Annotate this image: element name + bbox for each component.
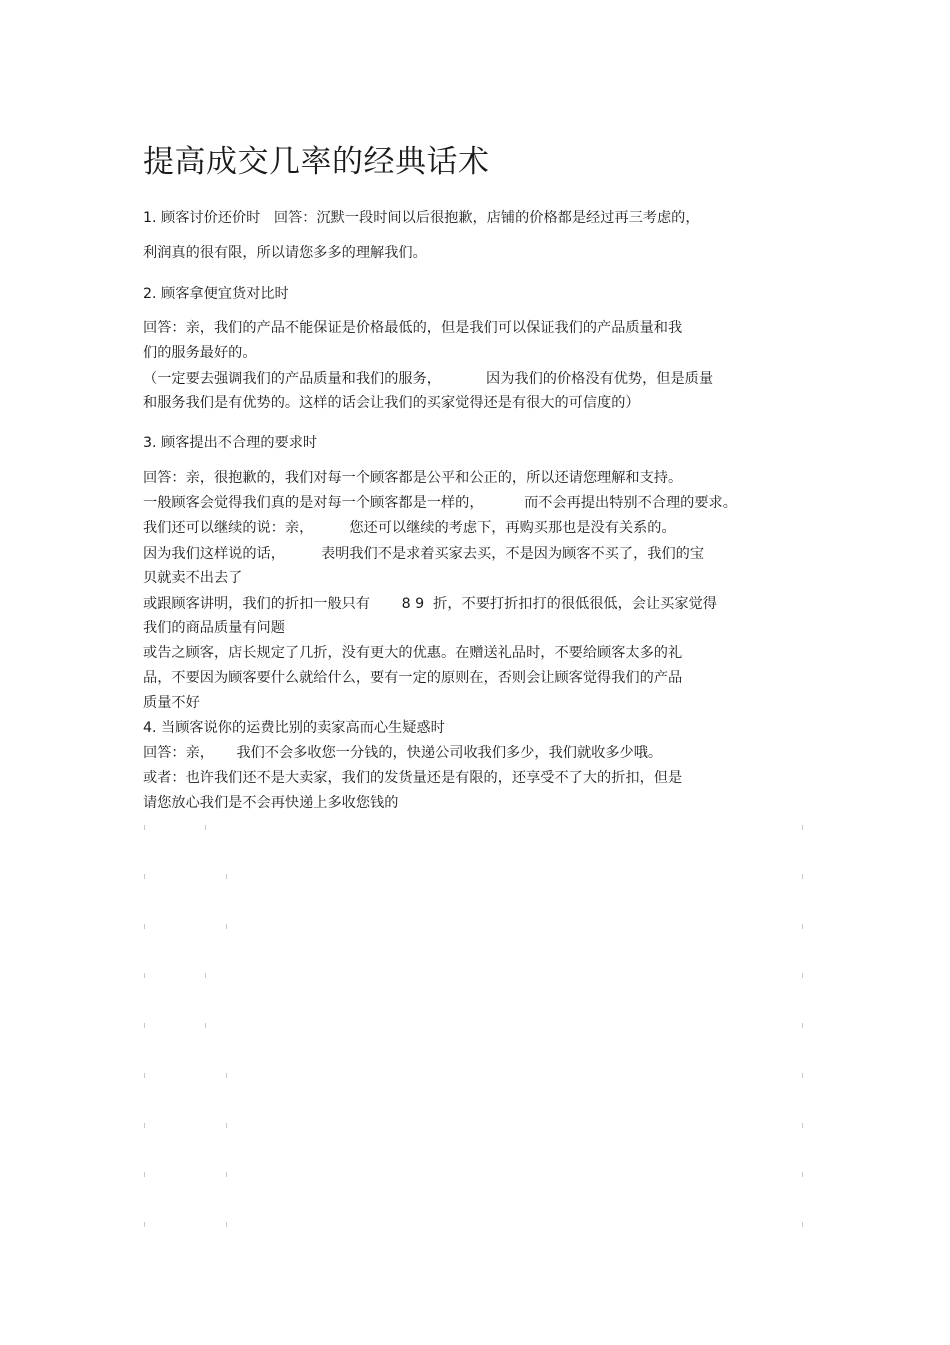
text-line: 回答：亲，我们的产品不能保证是价格最低的，但是我们可以保证我们的产品质量和我 [143,320,683,336]
text-line: 或告之顾客，店长规定了几折，没有更大的优惠。在赠送礼品时，不要给顾客太多的礼 [143,645,683,661]
scan-mark [226,1123,227,1128]
text-line: 请您放心我们是不会再快递上多收您钱的 [143,795,399,811]
text-line: 和服务我们是有优势的。这样的话会让我们的买家觉得还是有很大的可信度的） [143,395,640,411]
scan-mark [802,1073,803,1078]
text-line: 我们的商品质量有问题 [143,620,285,636]
text-line: 品，不要因为顾客要什么就给什么，要有一定的原则在，否则会让顾客觉得我们的产品 [143,670,683,686]
scan-mark [802,924,803,929]
text-line: 回答：亲，很抱歉的，我们对每一个顾客都是公平和公正的，所以还请您理解和支持。 [143,470,683,486]
scan-mark [144,874,145,879]
scan-mark [802,1172,803,1177]
scan-mark [205,1023,206,1028]
text-line: （一定要去强调我们的产品质量和我们的服务， 因为我们的价格没有优势，但是质量 [143,371,714,387]
scan-mark [226,1073,227,1078]
scan-mark [226,874,227,879]
scan-mark [144,924,145,929]
scan-mark [802,1123,803,1128]
text-line: 因为我们这样说的话， 表明我们不是求着买家去买，不是因为顾客不买了，我们的宝 [143,546,705,562]
text-line: 或者：也许我们还不是大卖家，我们的发货量还是有限的，还享受不了大的折扣，但是 [143,770,683,786]
scan-mark [802,973,803,978]
scan-mark [144,1023,145,1028]
scan-mark [226,1222,227,1227]
text-line: 一般顾客会觉得我们真的是对每一个顾客都是一样的， 而不会再提出特别不合理的要求。 [143,495,737,511]
scan-mark [802,1222,803,1227]
text-line: 1. 顾客讨价还价时 回答：沉默一段时间以后很抱歉，店铺的价格都是经过再三考虑的， [143,210,700,226]
section-heading: 3. 顾客提出不合理的要求时 [143,435,318,451]
text-line: 贝就卖不出去了 [143,570,243,586]
scan-mark [144,825,145,830]
text-line: 利润真的很有限，所以请您多多的理解我们。 [143,245,427,261]
document-title: 提高成交几率的经典话术 [143,144,490,180]
text-line: 回答：亲， 我们不会多收您一分钱的，快递公司收我们多少，我们就收多少哦。 [143,745,663,761]
scan-mark [802,825,803,830]
text-line: 质量不好 [143,695,200,711]
scan-mark [226,924,227,929]
scan-mark [144,973,145,978]
scan-mark [205,825,206,830]
scan-mark [144,1073,145,1078]
scan-mark [144,1123,145,1128]
text-line: 们的服务最好的。 [143,345,257,361]
section-heading: 2. 顾客拿便宜货对比时 [143,286,289,302]
scan-mark [144,1172,145,1177]
scan-mark [144,1222,145,1227]
scan-mark [802,1023,803,1028]
scan-mark [802,874,803,879]
text-line: 我们还可以继续的说：亲， 您还可以继续的考虑下，再购买那也是没有关系的。 [143,520,676,536]
scan-mark [226,1172,227,1177]
scan-mark [205,973,206,978]
text-line: 或跟顾客讲明，我们的折扣一般只有 8 9 折，不要打折扣打的很低很低，会让买家觉得 [143,596,717,612]
section-heading: 4. 当顾客说你的运费比别的卖家高而心生疑惑时 [143,720,445,736]
